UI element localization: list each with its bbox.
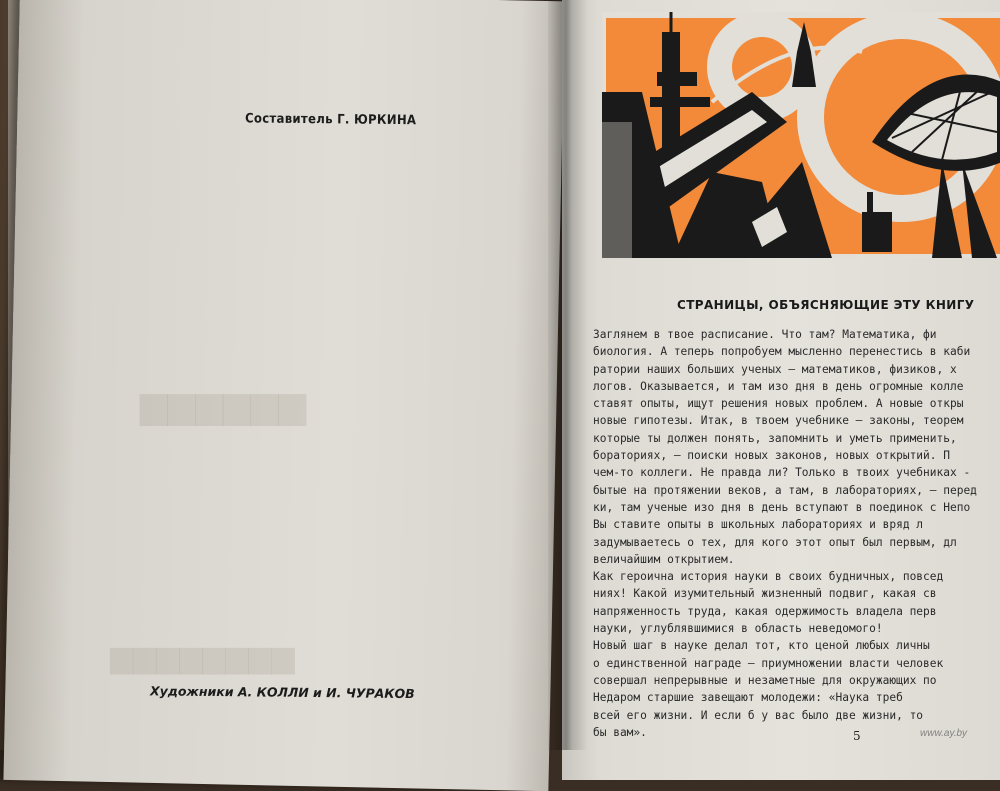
text-line: новые гипотезы. Итак, в твоем учебнике — законы, теорем — [593, 414, 964, 428]
body-text — [593, 326, 1000, 736]
text-line: бытые на протяжении веков, а там, в лабораториях, — перед — [593, 483, 977, 497]
text-line: бораториях, — поиски новых законов, новых открытий. П — [593, 449, 950, 463]
text-line: напряженность труда, какая одержимость владела перв — [593, 604, 937, 618]
text-line: бы вам». — [593, 725, 647, 736]
science-illustration — [602, 12, 1000, 258]
text-line: науки, углублявшимися в область неведомого! — [593, 622, 883, 636]
text-line: всей его жизни. И если б у вас было две жизни, то — [593, 708, 924, 722]
compiler-credit: Составитель Г. ЮРКИНА — [244, 111, 417, 129]
text-line: чем-то коллеги. Не правда ли? Только в твоих учебниках - — [593, 466, 971, 480]
text-line: Заглянем в твое расписание. Что там? Математика, фи — [593, 328, 937, 341]
text-line: Как героична история науки в своих будничных, повсед — [593, 570, 944, 584]
text-line: Недаром старшие завещают молодежи: «Наука треб — [593, 691, 903, 705]
tower — [662, 32, 680, 152]
bleed-through-shadow: ▆▆▆▆▆▆ — [140, 385, 307, 426]
watermark: www.ay.by — [920, 728, 968, 739]
section-title: СТРАНИЦЫ, ОБЪЯСНЯЮЩИЕ ЭТУ КНИГУ — [677, 298, 975, 312]
text-line: о единственной награде — приумножении власти человек — [593, 656, 944, 670]
page-number: 5 — [853, 729, 861, 743]
text-line: ки, там ученые изо дня в день вступают в поединок с Непо — [593, 500, 971, 514]
text-line: Новый шаг в науке делал тот, кто ценой любых личны — [593, 639, 930, 653]
text-line: Вы ставите опыты в школьных лабораториях и вряд л — [593, 518, 924, 532]
text-line: ставят опыты, ищут решения новых проблем. А новые откры — [593, 397, 964, 411]
text-line: ратории наших больших ученых — математиков, физиков, х — [593, 362, 957, 376]
text-line: логов. Оказывается, и там изо дня в день огромные колле — [593, 379, 964, 393]
text-line: которые ты должен понять, запомнить и уметь применить, — [593, 431, 957, 445]
book-gutter — [548, 0, 588, 750]
artists-credit: Художники А. КОЛЛИ и И. ЧУРАКОВ — [149, 683, 415, 702]
text-line: величайшим открытием. — [593, 552, 735, 566]
text-line: биология. А теперь попробуем мысленно перенестись в каби — [593, 345, 971, 359]
bleed-through-shadow-2: ▆▆▆▆▆▆▆▆ — [110, 640, 295, 675]
text-line: ниях! Какой изумительный жизненный подвиг, какая св — [593, 587, 937, 601]
text-line: совершал непрерывные и незаметные для окружающих по — [593, 673, 937, 687]
text-line: задумываетесь о тех, для кого этот опыт был первым, дл — [593, 535, 957, 549]
